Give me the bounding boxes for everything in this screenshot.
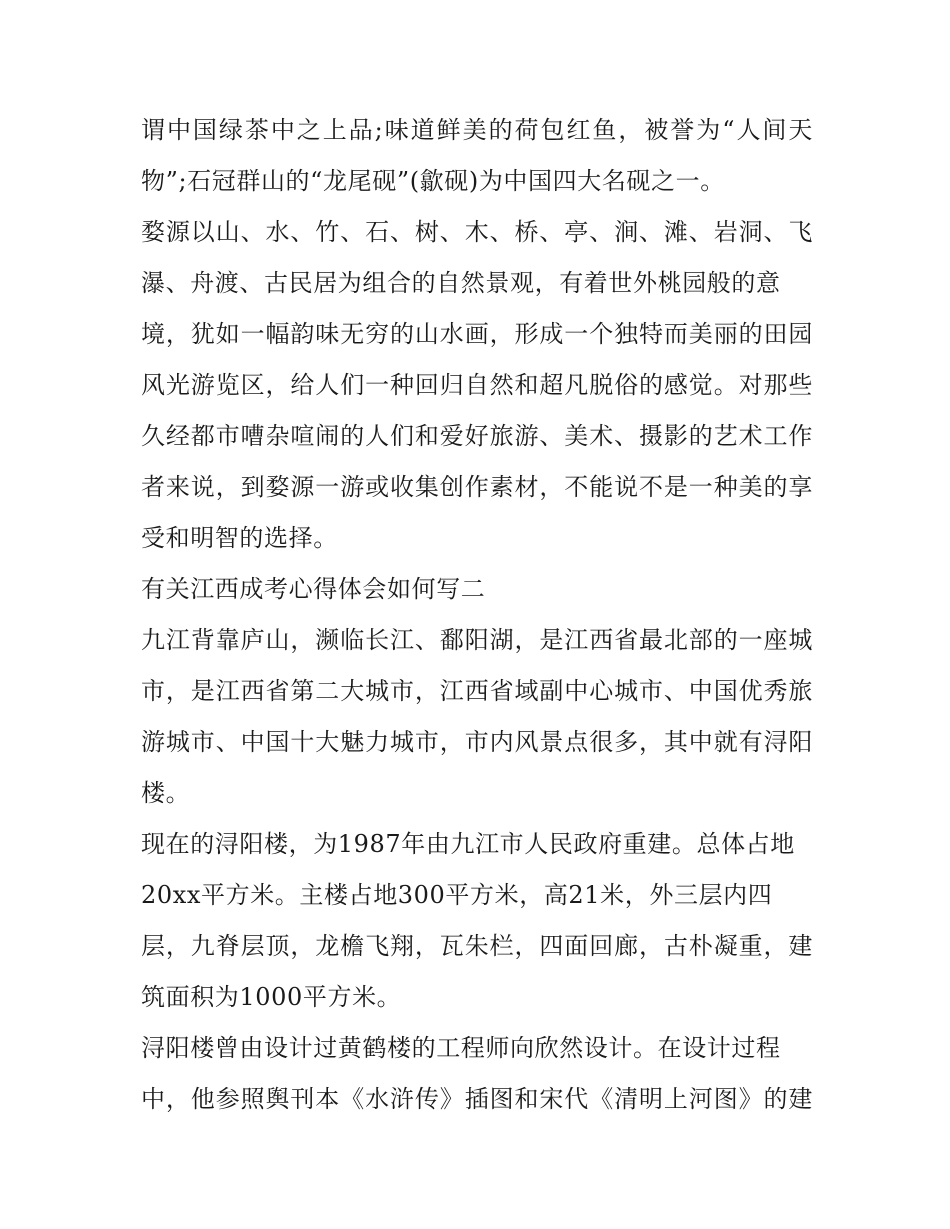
text-line: 风光游览区，给人们一种回归自然和超凡脱俗的感觉。对那些 — [141, 371, 813, 399]
text-line: 者来说，到婺源一游或收集创作素材，不能说不是一种美的享 — [141, 473, 813, 501]
text-line: 谓中国绿茶中之上品;味道鲜美的荷包红鱼，被誉为“人间天 — [141, 116, 813, 144]
text-line: 20xx平方米。主楼占地300平方米，高21米，外三层内四 — [141, 881, 773, 909]
text-line: 境，犹如一幅韵味无穷的山水画，形成一个独特而美丽的田园 — [141, 320, 813, 348]
text-line: 中，他参照舆刊本《水浒传》插图和宋代《清明上河图》的建 — [141, 1085, 813, 1113]
text-line: 受和明智的选择。 — [141, 524, 338, 552]
text-line: 筑面积为1000平方米。 — [141, 983, 402, 1011]
text-line: 层，九脊层顶，龙檐飞翔，瓦朱栏，四面回廊，古朴凝重，建 — [141, 932, 813, 960]
document-body — [141, 105, 813, 1125]
text-line: 现在的浔阳楼，为1987年由九江市人民政府重建。总体占地 — [141, 830, 795, 858]
text-line: 市，是江西省第二大城市，江西省域副中心城市、中国优秀旅 — [141, 677, 813, 705]
section-heading: 有关江西成考心得体会如何写二 — [141, 575, 486, 603]
text-line: 婺源以山、水、竹、石、树、木、桥、亭、涧、滩、岩洞、飞 — [141, 218, 813, 246]
text-line: 浔阳楼曾由设计过黄鹤楼的工程师向欣然设计。在设计过程 — [141, 1034, 781, 1062]
text-line: 九江背靠庐山，濒临长江、鄱阳湖，是江西省最北部的一座城 — [141, 626, 813, 654]
text-line: 物”;石冠群山的“龙尾砚”(歙砚)为中国四大名砚之一。 — [141, 167, 725, 195]
text-line: 游城市、中国十大魅力城市，市内风景点很多，其中就有浔阳 — [141, 728, 813, 756]
text-line: 楼。 — [141, 779, 191, 807]
text-line: 瀑、舟渡、古民居为组合的自然景观，有着世外桃园般的意 — [141, 269, 781, 297]
text-line: 久经都市嘈杂喧闹的人们和爱好旅游、美术、摄影的艺术工作 — [141, 422, 813, 450]
